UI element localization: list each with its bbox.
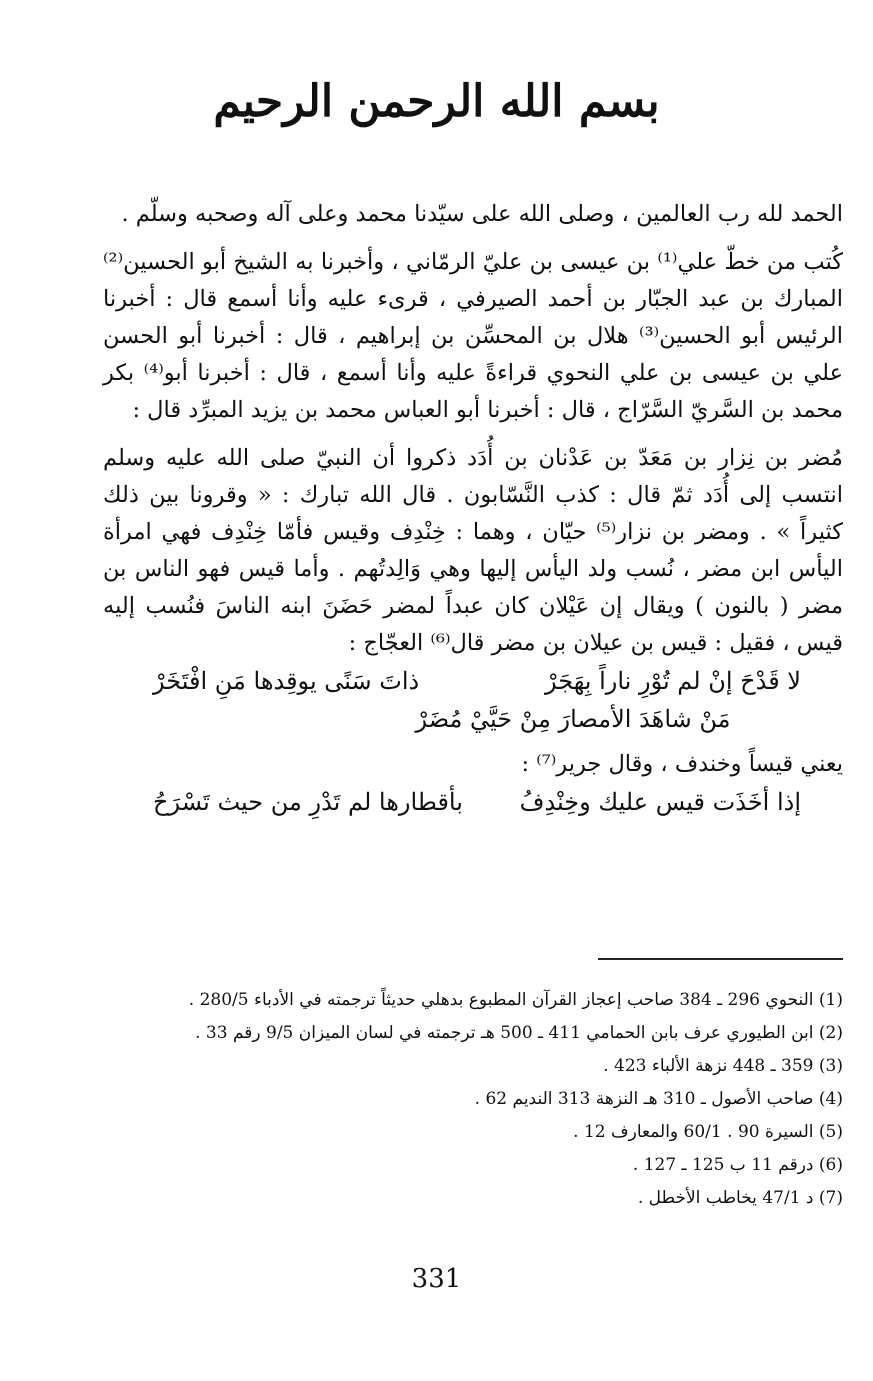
footnote: (5) السيرة 90 . 60/1 والمعارف 12 .	[573, 1122, 843, 1142]
verse-hemistich: بأقطارها لم تَدْرِ من حيث تَسْرَحُ	[153, 788, 463, 816]
page-heading: بسم الله الرحمن الرحيم	[213, 76, 660, 127]
verse-hemistich: ذاتَ سَنًى يوقِدها مَنِ افْتَخَرْ	[153, 667, 420, 695]
footnote: (3) 359 ـ 448 نزهة الألباء 423 .	[603, 1056, 843, 1076]
footnote: (6) درقم 11 ب 125 ـ 127 .	[632, 1155, 843, 1175]
main-text	[103, 196, 843, 821]
verse-jarir	[103, 783, 843, 821]
paragraph-opening: الحمد لله رب العالمين ، وصلى الله على سيّدنا محمد وعلى آله وصحبه وسلّم .	[121, 201, 843, 227]
paragraph-isnad: كُتب من خطّ علي⁽¹⁾ بن عيسى بن عليّ الرمّاني ، وأخبرنا به الشيخ أبو الحسين⁽²⁾ المبارك بن عبد الجبّار بن أحمد الصيرفي ، قرىء عليه وأنا أسمع قال : أخبرنا الرئيس أبو الحسين⁽³⁾ هلال بن المحسِّن بن إبراهيم ، قال : أخبرنا أبو الحسن علي بن عيسى بن علي النحوي قراءةً عليه وأنا أسمع ، قال : أخبرنا أبو⁽⁴⁾ بكر محمد بن السَّريّ السَّرّاج ، قال : أخبرنا أبو العباس محمد بن يزيد المبرِّد قال :	[103, 249, 843, 423]
footnote-divider	[598, 958, 843, 960]
verse-ajjaj-line-1	[103, 662, 843, 700]
paragraph-jarir-intro: يعني قيساً وخندف ، وقال جرير⁽⁷⁾ :	[521, 751, 843, 777]
footnote: (7) د 47/1 يخاطب الأخطل .	[637, 1188, 843, 1208]
verse-ajjaj-line-2: مَنْ شاهَدَ الأمصارَ مِنْ حَيَّيْ مُضَرْ	[415, 705, 731, 733]
page-number: 331	[411, 1264, 462, 1294]
footnotes	[103, 985, 843, 1216]
footnote: (2) ابن الطيوري عرف بابن الحمامي 411 ـ 500 هـ ترجمته في لسان الميزان 9/5 رقم 33 .	[195, 1023, 843, 1043]
footnote: (1) النحوي 296 ـ 384 صاحب إعجاز القرآن المطبوع بدهلي حديثاً ترجمته في الأدباء 280/5 .	[188, 990, 843, 1010]
verse-hemistich: إذا أخَذَت قيس عليك وخِنْدِفُ	[519, 788, 801, 816]
paragraph-mudar: مُضر بن نِزار بن مَعَدّ بن عَدْنان بن أُدَد ذكروا أن النبيّ صلى الله عليه وسلم انتسب إلى أُدَد ثمّ قال : كذب النَّسّابون . قال الله تبارك : « وقرونا بين ذلك كثيراً » . ومضر بن نزار⁽⁵⁾ حيّان ، وهما : خِنْدِف وقيس فأمّا خِنْدِف فهي امرأة اليأس ابن مضر ، نُسب ولد اليأس إليها وهي وَالِدتُهم . وأما قيس فهو الناس بن مضر ( بالنون ) ويقال إن عَيْلان كان عبداً لمضر حَضَنَ ابنه الناسَ فنُسب إليه قيس ، فقيل : قيس بن عيلان بن مضر قال⁽⁶⁾ العجّاج :	[103, 445, 843, 656]
footnote: (4) صاحب الأصول ـ 310 هـ النزهة 313 النديم 62 .	[474, 1089, 843, 1109]
verse-hemistich: لا قَدْحَ إنْ لم تُوْرِ ناراً بِهَجَرْ	[545, 667, 801, 695]
